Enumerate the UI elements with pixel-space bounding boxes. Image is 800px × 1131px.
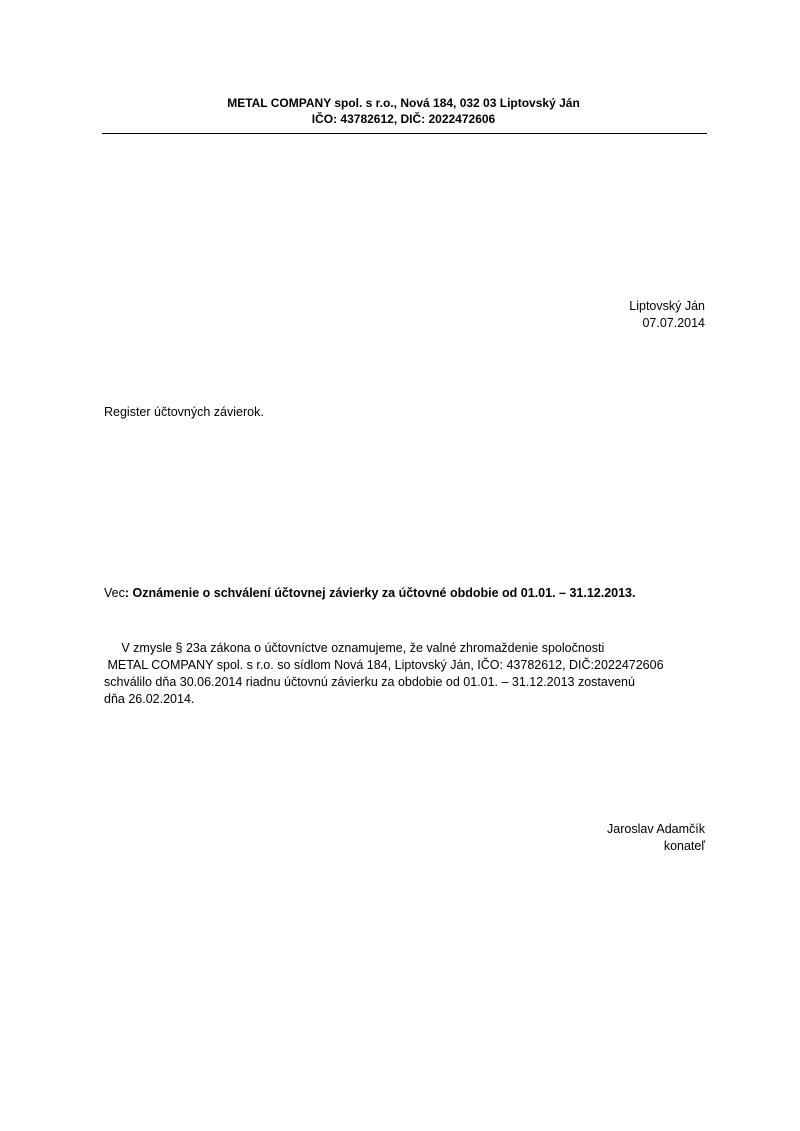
letterhead-divider <box>102 133 707 134</box>
body-line: dňa 26.02.2014. <box>104 692 195 706</box>
signatory-name: Jaroslav Adamčík <box>607 822 705 836</box>
subject-prefix: Vec <box>104 586 125 600</box>
letterhead <box>100 95 707 127</box>
body-line: V zmysle § 23a zákona o účtovníctve oznamujeme, že valné zhromaždenie spoločnosti <box>104 641 605 655</box>
body-line: schválilo dňa 30.06.2014 riadnu účtovnú závierku za obdobie od 01.01. – 31.12.2013 zostavenú <box>104 675 635 689</box>
signature-block <box>607 821 705 855</box>
body-line: METAL COMPANY spol. s r.o. so sídlom Nová 184, Liptovský Ján, IČO: 43782612, DIČ:2022472606 <box>104 658 664 672</box>
subject-line <box>104 585 635 602</box>
letterhead-ids: IČO: 43782612, DIČ: 2022472606 <box>311 112 496 126</box>
signatory-role: konateľ <box>663 839 705 853</box>
letter-body <box>104 640 704 708</box>
letterhead-company-address: METAL COMPANY spol. s r.o., Nová 184, 032 03 Liptovský Ján <box>227 96 580 110</box>
place: Liptovský Ján <box>629 299 705 313</box>
place-date-block <box>629 298 705 332</box>
subject-text: : Oznámenie o schválení účtovnej závierky za účtovné obdobie od 01.01. – 31.12.2013. <box>124 586 636 600</box>
date: 07.07.2014 <box>642 316 705 330</box>
recipient: Register účtovných závierok. <box>104 405 264 419</box>
